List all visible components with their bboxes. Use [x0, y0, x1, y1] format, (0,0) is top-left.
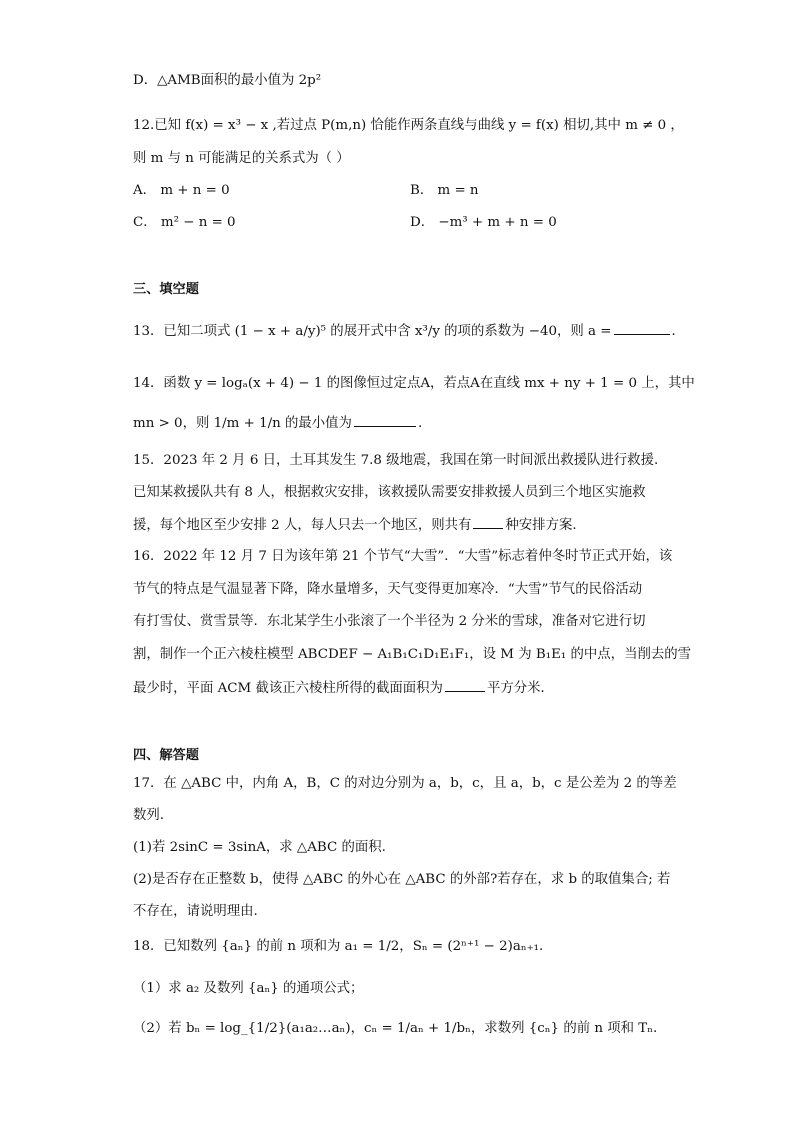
question-15-end: 种安排方案. — [505, 518, 577, 533]
question-13-end: ． — [671, 324, 685, 339]
section-heading-solution: 四、解答题 — [133, 748, 199, 763]
question-17-part-2: (2)是否存在正整数 b，使得 △ABC 的外心在 △ABC 的外部?若存在，求 b 的取值集合; 若 — [133, 872, 671, 887]
question-18-part-2: （2）若 bₙ = log_{1/2}(a₁a₂…aₙ)，cₙ = 1/aₙ + 1/bₙ，求数列 {cₙ} 的前 n 项和 Tₙ. — [133, 1021, 658, 1036]
question-15: 15．2023 年 2 月 6 日，土耳其发生 7.8 级地震，我国在第一时间派出救援队进行救援. — [133, 453, 659, 468]
question-16-text: 最少时，平面 ACM 截该正六棱柱所得的截面面积为 — [133, 681, 443, 696]
question-16-cont: 割，制作一个正六棱柱模型 ABCDEF − A₁B₁C₁D₁E₁F₁，设 M 为 B₁E₁ 的中点，当削去的雪 — [133, 647, 692, 662]
question-17-part-1: (1)若 2sinC = 3sinA，求 △ABC 的面积. — [133, 840, 386, 855]
question-16-cont: 有打雪仗、赏雪景等．东北某学生小张滚了一个半径为 2 分米的雪球，准备对它进行切 — [133, 614, 646, 629]
answer-blank — [354, 414, 416, 427]
question-16-end: 平方分米． — [486, 681, 554, 696]
question-17-part-2-cont: 不存在，请说明理由. — [133, 904, 258, 919]
question-16: 16．2022 年 12 月 7 日为该年第 21 个节气“大雪”．“大雪”标志着仲冬时节正式开始，该 — [133, 549, 673, 564]
question-18: 18．已知数列 {aₙ} 的前 n 项和为 a₁ = 1/2，Sₙ = (2ⁿ⁺¹ − 2)aₙ₊₁. — [133, 939, 544, 954]
option-c-q12: C． m² − n = 0 — [133, 215, 236, 230]
question-14: 14．函数 y = logₐ(x + 4) − 1 的图像恒过定点A，若点A在直线 mx + ny + 1 = 0 上，其中 — [133, 376, 695, 391]
answer-blank — [445, 679, 485, 692]
question-13 — [133, 322, 685, 341]
question-14-cont — [133, 414, 422, 433]
question-15-cont: 已知某救援队共有 8 人，根据救灾安排，该救援队需要安排救援人员到三个地区实施救 — [133, 485, 646, 500]
question-18-part-1: （1）求 a₂ 及数列 {aₙ} 的通项公式； — [133, 981, 364, 996]
option-d-q12: D． −m³ + m + n = 0 — [410, 215, 557, 230]
question-16-cont — [133, 679, 554, 698]
question-12-stem: 12.已知 f(x) = x³ − x ,若过点 P(m,n) 恰能作两条直线与曲线 y = f(x) 相切,其中 m ≠ 0 ， — [133, 118, 684, 133]
question-12-stem-cont: 则 m 与 n 可能满足的关系式为（ ） — [133, 151, 350, 166]
section-heading-fill-blank: 三、填空题 — [133, 282, 199, 297]
question-17-cont: 数列. — [133, 808, 165, 823]
question-16-cont: 节气的特点是气温显著下降，降水量增多，天气变得更加寒冷．“大雪”节气的民俗活动 — [133, 582, 643, 597]
question-14-end: . — [417, 416, 423, 431]
answer-blank — [614, 322, 670, 335]
option-b-q12: B． m = n — [410, 183, 479, 198]
answer-blank — [473, 516, 503, 529]
option-d-q11: D．△AMB面积的最小值为 2p² — [133, 73, 322, 88]
question-13-text: 13．已知二项式 (1 − x + a/y)⁵ 的展开式中含 x³/y 的项的系数为 −40，则 a = — [133, 324, 612, 339]
option-a-q12: A． m + n = 0 — [133, 183, 230, 198]
question-15-cont — [133, 516, 577, 535]
question-15-text: 援，每个地区至少安排 2 人，每人只去一个地区，则共有 — [133, 518, 472, 533]
question-14-text: mn > 0，则 1/m + 1/n 的最小值为 — [133, 416, 352, 431]
question-17: 17．在 △ABC 中，内角 A，B，C 的对边分别为 a，b，c，且 a，b，c 是公差为 2 的等差 — [133, 776, 677, 791]
